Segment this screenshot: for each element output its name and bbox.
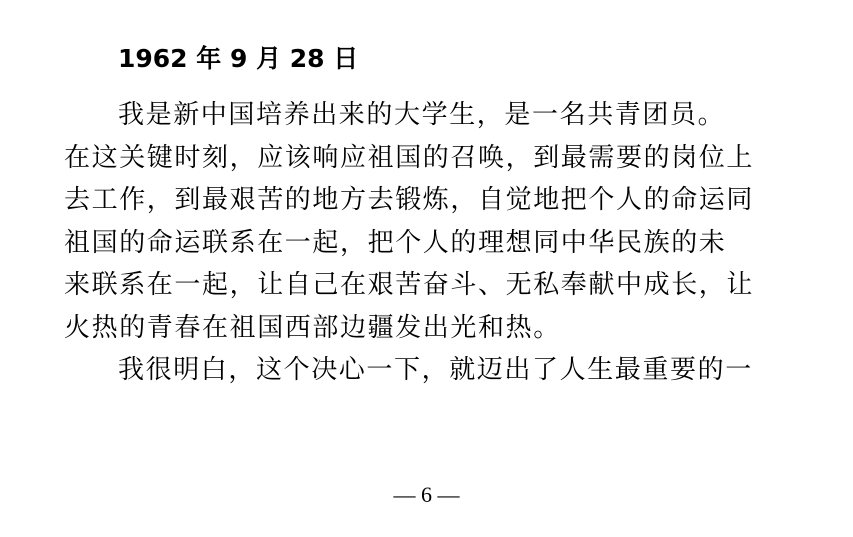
text-line: 我是新中国培养出来的大学生，是一名共青团员。 [118, 100, 726, 130]
body-text [64, 94, 784, 392]
page-number: — 6 — [393, 482, 460, 507]
text-line: 来联系在一起，让自己在艰苦奋斗、无私奉献中成长，让 [64, 270, 755, 300]
text-line: 在这关键时刻，应该响应祖国的召唤，到最需要的岗位上 [64, 142, 755, 173]
text-line: 去工作，到最艰苦的地方去锻炼，自觉地把个人的命运同 [64, 185, 755, 215]
text-line: 火热的青春在祖国西部边疆发出光和热。 [64, 312, 561, 343]
text-line: 祖国的命运联系在一起，把个人的理想同中华民族的未 [64, 227, 727, 258]
entry-date: 1962 年 9 月 28 日 [118, 44, 359, 73]
text-line: 我很明白，这个决心一下，就迈出了人生最重要的一 [118, 355, 753, 385]
